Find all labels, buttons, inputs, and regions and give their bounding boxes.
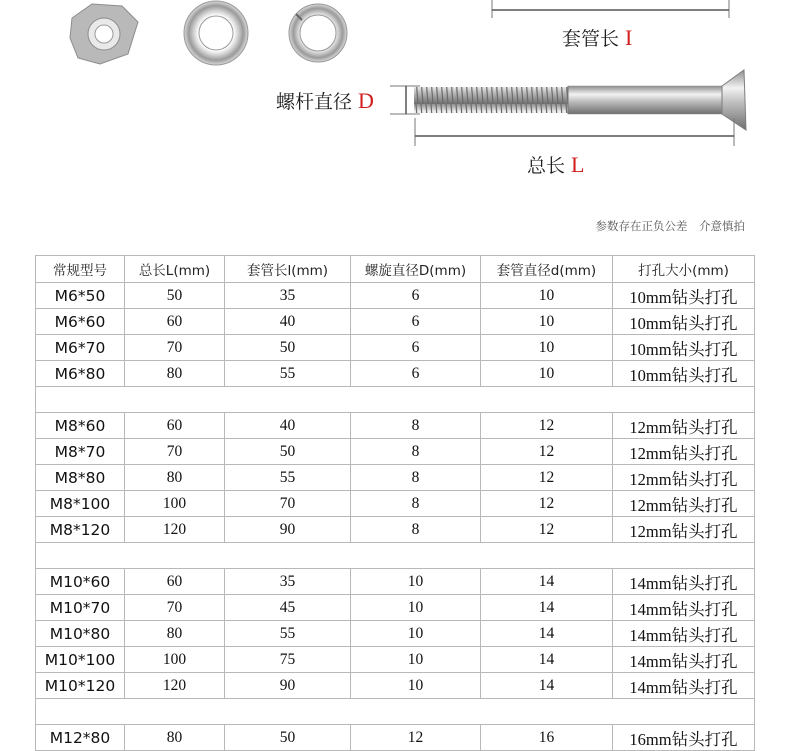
- cell-total-length: 80: [125, 465, 225, 491]
- table-row: [36, 413, 755, 439]
- cell-drill-size: 10mm钻头打孔: [613, 283, 755, 309]
- cell-sleeve-diameter: 14: [481, 673, 613, 699]
- group-spacer-row: [36, 699, 755, 725]
- table-row: [36, 439, 755, 465]
- thread-diameter-letter: D: [358, 88, 374, 113]
- cell-sleeve-length: 50: [225, 335, 351, 361]
- cell-drill-size: 16mm钻头打孔: [613, 725, 755, 751]
- table-row: [36, 673, 755, 699]
- cell-model: M10*70: [36, 595, 125, 621]
- cell-sleeve-diameter: 14: [481, 569, 613, 595]
- cell-model: M6*60: [36, 309, 125, 335]
- table-row: [36, 361, 755, 387]
- cell-sleeve-length: 40: [225, 309, 351, 335]
- cell-total-length: 80: [125, 361, 225, 387]
- table-row: [36, 517, 755, 543]
- cell-sleeve-diameter: 10: [481, 309, 613, 335]
- group-spacer-row: [36, 387, 755, 413]
- cell-total-length: 70: [125, 439, 225, 465]
- flat-washer-icon: [184, 1, 248, 65]
- cell-sleeve-diameter: 10: [481, 283, 613, 309]
- spring-washer-icon: [289, 4, 347, 62]
- cell-thread-diameter: 10: [351, 569, 481, 595]
- cell-total-length: 70: [125, 335, 225, 361]
- cell-sleeve-length: 90: [225, 673, 351, 699]
- cell-sleeve-diameter: 14: [481, 647, 613, 673]
- cell-thread-diameter: 6: [351, 309, 481, 335]
- cell-thread-diameter: 8: [351, 491, 481, 517]
- table-row: [36, 335, 755, 361]
- cell-sleeve-diameter: 14: [481, 621, 613, 647]
- cell-thread-diameter: 12: [351, 725, 481, 751]
- col-header-drill-size: 打孔大小(mm): [613, 256, 755, 283]
- cell-drill-size: 12mm钻头打孔: [613, 517, 755, 543]
- cell-sleeve-diameter: 14: [481, 595, 613, 621]
- cell-model: M8*70: [36, 439, 125, 465]
- table-row: [36, 725, 755, 751]
- cell-sleeve-length: 70: [225, 491, 351, 517]
- total-length-label: [527, 151, 584, 178]
- cell-drill-size: 10mm钻头打孔: [613, 309, 755, 335]
- bolt-icon: [414, 70, 746, 130]
- thread-diameter-text: 螺杆直径: [276, 91, 353, 113]
- cell-total-length: 60: [125, 309, 225, 335]
- cell-sleeve-length: 45: [225, 595, 351, 621]
- hex-nut-icon: [70, 4, 138, 64]
- total-length-dimension: [415, 118, 734, 146]
- cell-model: M8*60: [36, 413, 125, 439]
- cell-sleeve-length: 55: [225, 465, 351, 491]
- cell-sleeve-diameter: 10: [481, 335, 613, 361]
- cell-thread-diameter: 6: [351, 361, 481, 387]
- col-header-sleeve-diameter: 套管直径d(mm): [481, 256, 613, 283]
- group-spacer-row: [36, 543, 755, 569]
- cell-drill-size: 14mm钻头打孔: [613, 647, 755, 673]
- cell-thread-diameter: 8: [351, 465, 481, 491]
- table-row: [36, 465, 755, 491]
- table-header-row: [36, 256, 755, 283]
- cell-sleeve-length: 55: [225, 621, 351, 647]
- table-row: [36, 621, 755, 647]
- table-row: [36, 569, 755, 595]
- thread-diameter-label: [276, 87, 374, 114]
- product-diagram: [0, 0, 790, 205]
- cell-drill-size: 10mm钻头打孔: [613, 361, 755, 387]
- cell-total-length: 50: [125, 283, 225, 309]
- sleeve-length-label: [562, 24, 632, 51]
- cell-sleeve-length: 35: [225, 283, 351, 309]
- cell-model: M10*80: [36, 621, 125, 647]
- cell-total-length: 60: [125, 569, 225, 595]
- cell-sleeve-diameter: 16: [481, 725, 613, 751]
- cell-drill-size: 12mm钻头打孔: [613, 439, 755, 465]
- spec-table: [35, 255, 755, 751]
- tolerance-note: 参数存在正负公差 介意慎拍: [595, 219, 745, 233]
- cell-drill-size: 10mm钻头打孔: [613, 335, 755, 361]
- cell-total-length: 70: [125, 595, 225, 621]
- cell-sleeve-diameter: 12: [481, 439, 613, 465]
- cell-sleeve-length: 40: [225, 413, 351, 439]
- cell-model: M12*80: [36, 725, 125, 751]
- cell-thread-diameter: 6: [351, 335, 481, 361]
- cell-model: M6*80: [36, 361, 125, 387]
- cell-sleeve-diameter: 12: [481, 517, 613, 543]
- cell-total-length: 60: [125, 413, 225, 439]
- sleeve-length-text: 套管长: [562, 28, 620, 50]
- cell-drill-size: 14mm钻头打孔: [613, 673, 755, 699]
- cell-drill-size: 12mm钻头打孔: [613, 413, 755, 439]
- cell-drill-size: 14mm钻头打孔: [613, 595, 755, 621]
- cell-sleeve-length: 90: [225, 517, 351, 543]
- cell-total-length: 120: [125, 517, 225, 543]
- cell-thread-diameter: 10: [351, 647, 481, 673]
- cell-model: M10*120: [36, 673, 125, 699]
- cell-sleeve-length: 50: [225, 439, 351, 465]
- table-row: [36, 309, 755, 335]
- cell-sleeve-length: 55: [225, 361, 351, 387]
- cell-sleeve-diameter: 12: [481, 413, 613, 439]
- cell-sleeve-length: 35: [225, 569, 351, 595]
- total-length-letter: L: [571, 152, 585, 177]
- cell-thread-diameter: 10: [351, 621, 481, 647]
- cell-model: M8*100: [36, 491, 125, 517]
- cell-total-length: 100: [125, 491, 225, 517]
- spacer-cell: [36, 699, 755, 725]
- spacer-cell: [36, 543, 755, 569]
- cell-thread-diameter: 10: [351, 595, 481, 621]
- table-row: [36, 283, 755, 309]
- cell-total-length: 100: [125, 647, 225, 673]
- cell-sleeve-diameter: 12: [481, 491, 613, 517]
- col-header-model: 常规型号: [36, 256, 125, 283]
- cell-thread-diameter: 8: [351, 439, 481, 465]
- col-header-total-length: 总长L(mm): [125, 256, 225, 283]
- cell-model: M8*120: [36, 517, 125, 543]
- cell-drill-size: 12mm钻头打孔: [613, 465, 755, 491]
- table-body: [36, 283, 755, 751]
- bolt-diagram-graphic: [0, 0, 790, 205]
- table-row: [36, 491, 755, 517]
- cell-thread-diameter: 8: [351, 413, 481, 439]
- cell-model: M8*80: [36, 465, 125, 491]
- cell-model: M10*60: [36, 569, 125, 595]
- cell-thread-diameter: 6: [351, 283, 481, 309]
- cell-sleeve-length: 50: [225, 725, 351, 751]
- cell-thread-diameter: 8: [351, 517, 481, 543]
- table-row: [36, 595, 755, 621]
- cell-model: M6*50: [36, 283, 125, 309]
- total-length-text: 总长: [527, 155, 566, 177]
- col-header-thread-diameter: 螺旋直径D(mm): [351, 256, 481, 283]
- cell-sleeve-length: 75: [225, 647, 351, 673]
- cell-total-length: 80: [125, 621, 225, 647]
- cell-model: M6*70: [36, 335, 125, 361]
- col-header-sleeve-length: 套管长l(mm): [225, 256, 351, 283]
- cell-drill-size: 12mm钻头打孔: [613, 491, 755, 517]
- cell-drill-size: 14mm钻头打孔: [613, 621, 755, 647]
- cell-total-length: 80: [125, 725, 225, 751]
- spacer-cell: [36, 387, 755, 413]
- cell-sleeve-diameter: 10: [481, 361, 613, 387]
- cell-model: M10*100: [36, 647, 125, 673]
- cell-thread-diameter: 10: [351, 673, 481, 699]
- table-row: [36, 647, 755, 673]
- sleeve-length-letter: I: [625, 25, 633, 50]
- sleeve-length-dimension: [492, 0, 729, 18]
- cell-total-length: 120: [125, 673, 225, 699]
- cell-drill-size: 14mm钻头打孔: [613, 569, 755, 595]
- cell-sleeve-diameter: 12: [481, 465, 613, 491]
